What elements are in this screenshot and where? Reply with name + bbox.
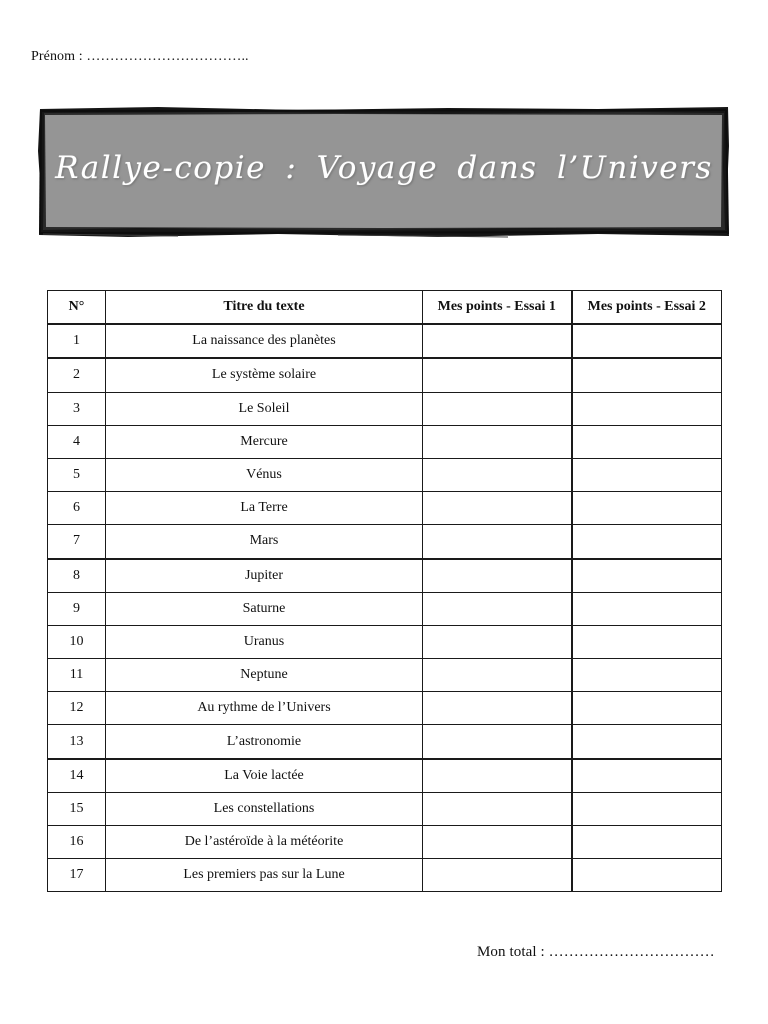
score-cell-essai-2[interactable] bbox=[572, 725, 722, 759]
score-cell-essai-2[interactable] bbox=[572, 358, 722, 392]
table-row bbox=[48, 392, 722, 425]
score-cell-essai-1[interactable] bbox=[423, 324, 572, 358]
table-row bbox=[48, 792, 722, 825]
page-title: Rallye-copie : Voyage dans l’Univers bbox=[55, 150, 713, 186]
row-number: 12 bbox=[48, 692, 106, 725]
score-cell-essai-2[interactable] bbox=[572, 559, 722, 593]
score-cell-essai-1[interactable] bbox=[423, 492, 572, 525]
row-number: 3 bbox=[48, 392, 106, 425]
score-cell-essai-1[interactable] bbox=[423, 725, 572, 759]
row-title: Jupiter bbox=[106, 559, 423, 593]
score-cell-essai-1[interactable] bbox=[423, 559, 572, 593]
row-title: Les premiers pas sur la Lune bbox=[106, 859, 423, 892]
row-title: De l’astéroïde à la météorite bbox=[106, 826, 423, 859]
row-title: Uranus bbox=[106, 625, 423, 658]
score-cell-essai-2[interactable] bbox=[572, 759, 722, 793]
table-row bbox=[48, 425, 722, 458]
row-title: La naissance des planètes bbox=[106, 324, 423, 358]
table-row bbox=[48, 358, 722, 392]
column-header-title: Titre du texte bbox=[106, 291, 423, 325]
score-cell-essai-2[interactable] bbox=[572, 324, 722, 358]
score-cell-essai-2[interactable] bbox=[572, 392, 722, 425]
column-header-essai-1: Mes points - Essai 1 bbox=[423, 291, 572, 325]
score-cell-essai-2[interactable] bbox=[572, 859, 722, 892]
score-cell-essai-1[interactable] bbox=[423, 625, 572, 658]
table-row bbox=[48, 592, 722, 625]
score-cell-essai-1[interactable] bbox=[423, 859, 572, 892]
score-cell-essai-1[interactable] bbox=[423, 792, 572, 825]
table-row bbox=[48, 559, 722, 593]
row-number: 5 bbox=[48, 458, 106, 491]
table-row bbox=[48, 759, 722, 793]
row-number: 10 bbox=[48, 625, 106, 658]
score-cell-essai-1[interactable] bbox=[423, 358, 572, 392]
score-cell-essai-2[interactable] bbox=[572, 692, 722, 725]
total-field: Mon total : …………………………… bbox=[477, 944, 715, 960]
row-number: 13 bbox=[48, 725, 106, 759]
score-cell-essai-1[interactable] bbox=[423, 759, 572, 793]
row-number: 8 bbox=[48, 559, 106, 593]
row-title: Neptune bbox=[106, 659, 423, 692]
table-row bbox=[48, 826, 722, 859]
score-cell-essai-2[interactable] bbox=[572, 592, 722, 625]
column-header-number: N° bbox=[48, 291, 106, 325]
row-title: Les constellations bbox=[106, 792, 423, 825]
score-cell-essai-1[interactable] bbox=[423, 392, 572, 425]
row-title: La Terre bbox=[106, 492, 423, 525]
score-cell-essai-2[interactable] bbox=[572, 458, 722, 491]
score-cell-essai-1[interactable] bbox=[423, 659, 572, 692]
score-cell-essai-1[interactable] bbox=[423, 692, 572, 725]
row-number: 2 bbox=[48, 358, 106, 392]
column-header-essai-2: Mes points - Essai 2 bbox=[572, 291, 722, 325]
row-number: 4 bbox=[48, 425, 106, 458]
table-row bbox=[48, 659, 722, 692]
row-title: Le Soleil bbox=[106, 392, 423, 425]
row-number: 6 bbox=[48, 492, 106, 525]
row-title: L’astronomie bbox=[106, 725, 423, 759]
row-number: 14 bbox=[48, 759, 106, 793]
score-cell-essai-1[interactable] bbox=[423, 458, 572, 491]
title-banner bbox=[38, 106, 730, 238]
table-row bbox=[48, 525, 722, 559]
score-cell-essai-1[interactable] bbox=[423, 525, 572, 559]
score-cell-essai-2[interactable] bbox=[572, 425, 722, 458]
score-cell-essai-1[interactable] bbox=[423, 425, 572, 458]
table-row bbox=[48, 692, 722, 725]
row-number: 1 bbox=[48, 324, 106, 358]
table-row bbox=[48, 625, 722, 658]
table-header-row bbox=[48, 291, 722, 325]
prenom-field: Prénom : …………………………….. bbox=[31, 49, 249, 64]
table-body bbox=[48, 324, 722, 892]
row-number: 17 bbox=[48, 859, 106, 892]
row-number: 15 bbox=[48, 792, 106, 825]
table-row bbox=[48, 859, 722, 892]
row-title: La Voie lactée bbox=[106, 759, 423, 793]
table-row bbox=[48, 324, 722, 358]
score-cell-essai-2[interactable] bbox=[572, 792, 722, 825]
row-number: 7 bbox=[48, 525, 106, 559]
score-cell-essai-1[interactable] bbox=[423, 826, 572, 859]
score-cell-essai-2[interactable] bbox=[572, 625, 722, 658]
row-title: Le système solaire bbox=[106, 358, 423, 392]
table-row bbox=[48, 492, 722, 525]
score-cell-essai-2[interactable] bbox=[572, 659, 722, 692]
table-row bbox=[48, 458, 722, 491]
row-number: 16 bbox=[48, 826, 106, 859]
score-cell-essai-1[interactable] bbox=[423, 592, 572, 625]
scores-table bbox=[47, 290, 722, 892]
row-title: Mercure bbox=[106, 425, 423, 458]
score-cell-essai-2[interactable] bbox=[572, 826, 722, 859]
row-number: 11 bbox=[48, 659, 106, 692]
row-number: 9 bbox=[48, 592, 106, 625]
row-title: Au rythme de l’Univers bbox=[106, 692, 423, 725]
row-title: Mars bbox=[106, 525, 423, 559]
row-title: Vénus bbox=[106, 458, 423, 491]
row-title: Saturne bbox=[106, 592, 423, 625]
table-row bbox=[48, 725, 722, 759]
score-cell-essai-2[interactable] bbox=[572, 525, 722, 559]
score-cell-essai-2[interactable] bbox=[572, 492, 722, 525]
